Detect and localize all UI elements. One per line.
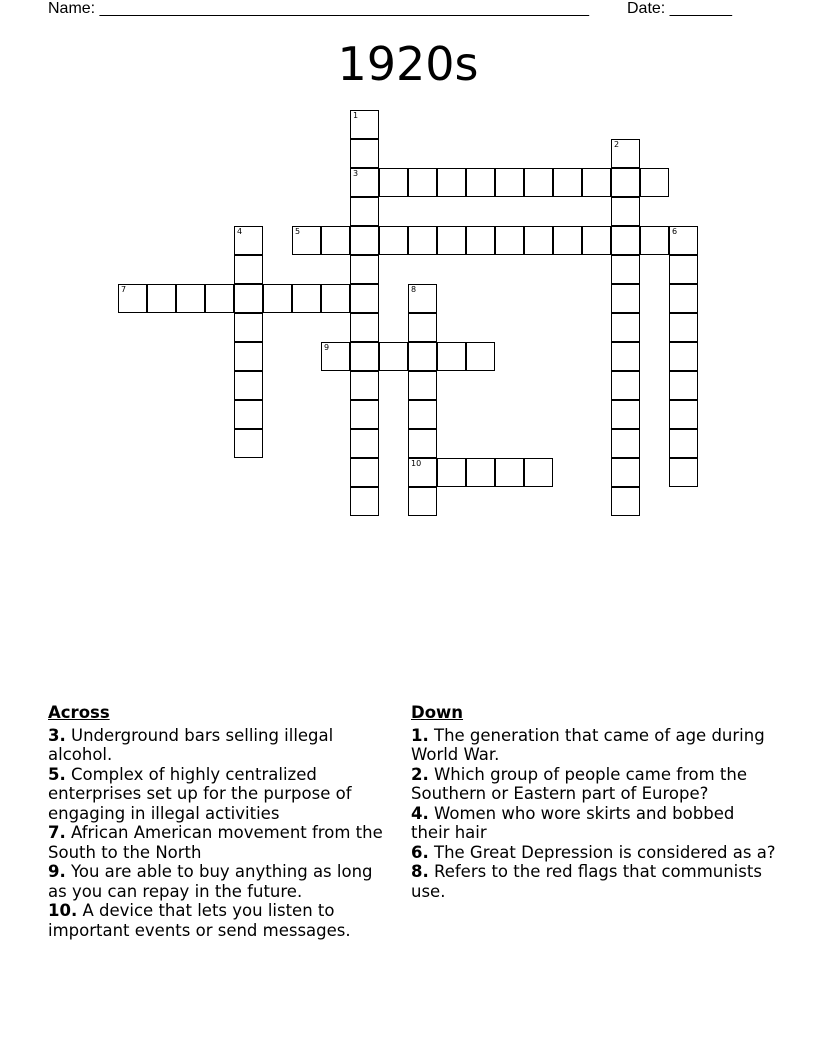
down-clue-1	[411, 726, 776, 765]
grid-cell[interactable]	[350, 342, 379, 371]
grid-cell[interactable]	[408, 400, 437, 429]
grid-cell[interactable]	[495, 168, 524, 197]
grid-cell[interactable]	[234, 255, 263, 284]
grid-cell[interactable]	[524, 168, 553, 197]
grid-cell[interactable]	[350, 429, 379, 458]
grid-cell[interactable]	[466, 342, 495, 371]
grid-cell[interactable]	[234, 429, 263, 458]
clue-number: 10.	[48, 901, 78, 920]
across-clue-7	[48, 823, 393, 862]
clue-number-label: 6	[672, 227, 678, 236]
grid-cell[interactable]	[466, 226, 495, 255]
grid-cell[interactable]	[263, 284, 292, 313]
grid-cell[interactable]	[582, 168, 611, 197]
grid-cell[interactable]	[350, 458, 379, 487]
clue-text: The generation that came of age during World War.	[411, 725, 765, 764]
grid-cell[interactable]	[466, 168, 495, 197]
down-clue-6	[411, 843, 776, 863]
down-clues	[411, 703, 776, 901]
clue-text: You are able to buy anything as long as you can repay in the future.	[48, 862, 373, 901]
grid-cell[interactable]	[611, 226, 640, 255]
across-clue-3	[48, 726, 393, 765]
grid-cell[interactable]	[350, 284, 379, 313]
grid-cell[interactable]	[611, 168, 640, 197]
clue-text: The Great Depression is considered as a?	[428, 842, 776, 862]
grid-cell[interactable]	[379, 342, 408, 371]
grid-cell[interactable]	[408, 313, 437, 342]
grid-cell[interactable]	[669, 342, 698, 371]
grid-cell[interactable]	[437, 342, 466, 371]
grid-cell[interactable]	[611, 342, 640, 371]
grid-cell[interactable]	[350, 313, 379, 342]
grid-cell[interactable]	[582, 226, 611, 255]
grid-cell[interactable]	[669, 429, 698, 458]
name-field-label: Name: _______________________________________________________	[48, 0, 589, 17]
grid-cell[interactable]	[669, 284, 698, 313]
grid-cell[interactable]	[350, 226, 379, 255]
across-clue-10	[48, 901, 393, 940]
grid-cell[interactable]	[350, 371, 379, 400]
across-clue-list	[48, 726, 393, 941]
clue-number-label: 4	[237, 227, 243, 236]
grid-cell[interactable]	[350, 255, 379, 284]
grid-cell[interactable]	[466, 458, 495, 487]
grid-cell[interactable]	[379, 168, 408, 197]
clue-number-label: 8	[411, 285, 417, 294]
grid-cell[interactable]	[495, 458, 524, 487]
grid-cell[interactable]	[669, 371, 698, 400]
grid-cell[interactable]	[350, 139, 379, 168]
grid-cell[interactable]	[611, 197, 640, 226]
grid-cell[interactable]	[611, 487, 640, 516]
grid-cell[interactable]	[611, 139, 640, 168]
clue-number: 4.	[411, 803, 429, 823]
clue-text: Women who wore skirts and bobbed their hair	[411, 803, 735, 842]
across-heading: Across	[48, 703, 110, 722]
grid-cell[interactable]	[292, 226, 321, 255]
clue-text: Which group of people came from the Southern or Eastern part of Europe?	[411, 764, 747, 803]
clue-number: 8.	[411, 862, 429, 881]
grid-cell[interactable]	[408, 284, 437, 313]
clue-number: 1.	[411, 725, 429, 745]
grid-cell[interactable]	[379, 226, 408, 255]
date-field-label: Date: _______	[627, 0, 732, 17]
clue-text: Underground bars selling illegal alcohol.	[48, 725, 334, 764]
grid-cell[interactable]	[640, 168, 669, 197]
grid-cell[interactable]	[553, 168, 582, 197]
across-clues	[48, 703, 393, 940]
grid-cell[interactable]	[234, 284, 263, 313]
grid-cell[interactable]	[408, 168, 437, 197]
grid-cell[interactable]	[669, 458, 698, 487]
grid-cell[interactable]	[611, 284, 640, 313]
clue-number-label: 2	[614, 140, 620, 149]
grid-cell[interactable]	[350, 487, 379, 516]
grid-cell[interactable]	[118, 284, 147, 313]
clue-text: Complex of highly centralized enterprises set up for the purpose of engaging in illegal activities	[48, 764, 352, 823]
grid-cell[interactable]	[147, 284, 176, 313]
grid-cell[interactable]	[408, 371, 437, 400]
clue-number-label: 1	[353, 111, 359, 120]
down-clue-list	[411, 726, 776, 902]
grid-cell[interactable]	[611, 429, 640, 458]
grid-cell[interactable]	[350, 110, 379, 139]
clue-number: 2.	[411, 764, 429, 784]
grid-cell[interactable]	[321, 226, 350, 255]
clue-number-label: 3	[353, 169, 359, 178]
grid-cell[interactable]	[408, 487, 437, 516]
clue-number: 7.	[48, 823, 66, 842]
down-clue-8	[411, 862, 776, 901]
down-clue-4	[411, 804, 776, 843]
grid-cell[interactable]	[408, 429, 437, 458]
grid-cell[interactable]	[234, 400, 263, 429]
grid-cell[interactable]	[611, 313, 640, 342]
grid-cell[interactable]	[611, 400, 640, 429]
grid-cell[interactable]	[350, 197, 379, 226]
grid-cell[interactable]	[524, 458, 553, 487]
clue-text: A device that lets you listen to important events or send messages.	[48, 901, 351, 940]
grid-cell[interactable]	[408, 226, 437, 255]
clue-number-label: 9	[324, 343, 330, 352]
grid-cell[interactable]	[350, 168, 379, 197]
clue-text: African American movement from the South to the North	[48, 823, 383, 862]
grid-cell[interactable]	[408, 342, 437, 371]
grid-cell[interactable]	[437, 226, 466, 255]
grid-cell[interactable]	[234, 313, 263, 342]
grid-cell[interactable]	[495, 226, 524, 255]
clue-text: Refers to the red flags that communists use.	[411, 862, 762, 901]
down-heading: Down	[411, 703, 464, 722]
grid-cell[interactable]	[669, 226, 698, 255]
grid-cell[interactable]	[234, 342, 263, 371]
grid-cell[interactable]	[611, 458, 640, 487]
clue-number-label: 10	[411, 459, 422, 468]
grid-cell[interactable]	[234, 371, 263, 400]
clue-number: 9.	[48, 862, 66, 881]
clue-number-label: 7	[121, 285, 127, 294]
grid-cell[interactable]	[321, 342, 350, 371]
grid-cell[interactable]	[408, 458, 437, 487]
grid-cell[interactable]	[640, 226, 669, 255]
grid-cell[interactable]	[437, 458, 466, 487]
grid-cell[interactable]	[669, 400, 698, 429]
clue-number: 6.	[411, 842, 429, 862]
grid-cell[interactable]	[669, 313, 698, 342]
grid-cell[interactable]	[669, 255, 698, 284]
clue-number-label: 5	[295, 227, 301, 236]
grid-cell[interactable]	[553, 226, 582, 255]
across-clue-5	[48, 765, 393, 824]
grid-cell[interactable]	[611, 255, 640, 284]
across-clue-9	[48, 862, 393, 901]
clue-number: 3.	[48, 725, 66, 745]
grid-cell[interactable]	[176, 284, 205, 313]
clue-number: 5.	[48, 764, 66, 784]
grid-cell[interactable]	[234, 226, 263, 255]
grid-cell[interactable]	[321, 284, 350, 313]
grid-cell[interactable]	[437, 168, 466, 197]
grid-cell[interactable]	[205, 284, 234, 313]
grid-cell[interactable]	[292, 284, 321, 313]
grid-cell[interactable]	[611, 371, 640, 400]
page-title: 1920s	[337, 37, 479, 91]
down-clue-2	[411, 765, 776, 804]
grid-cell[interactable]	[350, 400, 379, 429]
grid-cell[interactable]	[524, 226, 553, 255]
